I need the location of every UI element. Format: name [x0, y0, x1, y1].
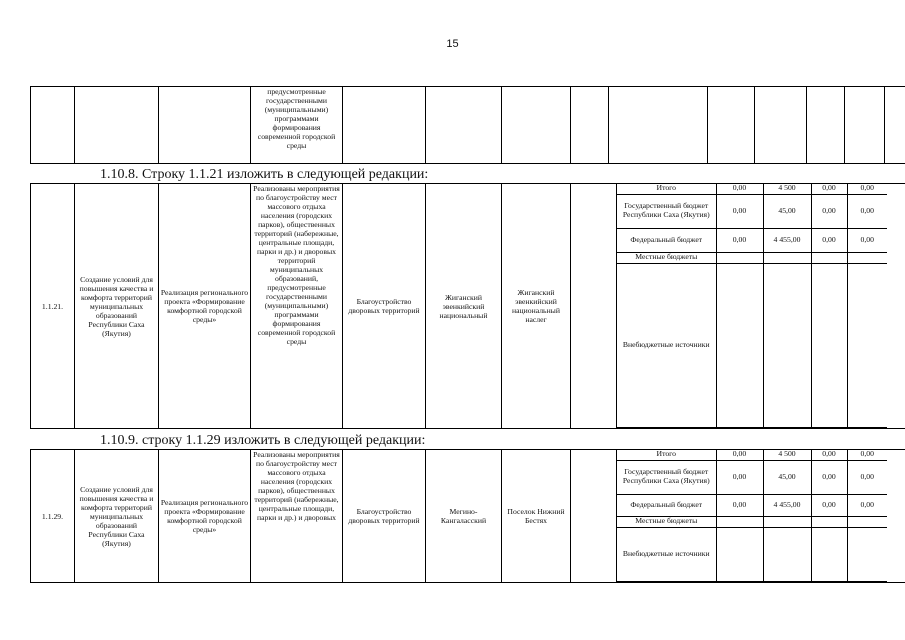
cont-cell — [708, 87, 755, 164]
finance-value: 0,00 — [716, 460, 763, 494]
section-heading: 1.10.8. Строку 1.1.21 изложить в следующей редакции: — [100, 167, 429, 182]
finance-container — [617, 184, 905, 429]
district-cell: Мегино-Кангаласский — [426, 450, 502, 583]
finance-value — [716, 263, 763, 428]
cont-cell — [609, 87, 708, 164]
cont-result-text: предусмотренные государственными (муниципальными) программами формирования современной городской среды — [251, 87, 343, 164]
finance-value: 0,00 — [847, 460, 887, 494]
finance-table — [617, 450, 887, 582]
finance-value — [763, 527, 811, 582]
finance-value: 0,00 — [716, 228, 763, 252]
finance-value: 0,00 — [811, 228, 847, 252]
cont-cell — [807, 87, 845, 164]
finance-value: 0,00 — [847, 184, 887, 194]
finance-value: 4 500 — [763, 184, 811, 194]
project-cell: Реализация регионального проекта «Формирование комфортной городской среды» — [159, 184, 251, 429]
finance-value — [811, 263, 847, 428]
finance-value — [716, 516, 763, 527]
section-heading: 1.10.9. строку 1.1.29 изложить в следующей редакции: — [100, 433, 426, 448]
direction-cell: Благоустройство дворовых территорий — [343, 450, 426, 583]
cont-cell — [502, 87, 571, 164]
result-cell: Реализованы мероприятия по благоустройству мест массового отдыха населения (городских парков), общественных территорий (набережные, центральные площади, парки и др.) и дворовых территорий муниципальных образований, предусмотренные государственными (муниципальными) программами формирования современной городской среды — [251, 184, 343, 429]
finance-container — [617, 450, 905, 583]
row-number: 1.1.29. — [31, 450, 75, 583]
page-number: 15 — [446, 38, 459, 50]
finance-value — [763, 263, 811, 428]
finance-value — [847, 516, 887, 527]
finance-value: 0,00 — [847, 494, 887, 516]
cont-cell — [75, 87, 159, 164]
cont-cell — [571, 87, 609, 164]
district-cell: Жиганский эвенкийский национальный — [426, 184, 502, 429]
finance-value: 45,00 — [763, 460, 811, 494]
cont-cell — [159, 87, 251, 164]
row-1-1-21-table — [0, 183, 905, 429]
finance-value: 0,00 — [811, 450, 847, 460]
locality-cell: Поселок Нижний Бестях — [502, 450, 571, 583]
empty-cell — [571, 450, 617, 583]
finance-source: Внебюджетные источники — [617, 527, 716, 582]
finance-value: 0,00 — [716, 194, 763, 228]
cont-cell — [426, 87, 502, 164]
finance-value: 45,00 — [763, 194, 811, 228]
finance-value: 4 455,00 — [763, 494, 811, 516]
finance-value — [811, 516, 847, 527]
finance-source: Местные бюджеты — [617, 516, 716, 527]
row-number: 1.1.21. — [31, 184, 75, 429]
continuation-table — [0, 86, 905, 164]
finance-value — [763, 252, 811, 263]
cont-cell — [31, 87, 75, 164]
cont-cell — [845, 87, 885, 164]
cont-cell — [885, 87, 905, 164]
finance-value: 0,00 — [716, 450, 763, 460]
finance-value — [763, 516, 811, 527]
finance-table — [617, 184, 887, 428]
result-cell: Реализованы мероприятия по благоустройству мест массового отдыха населения (городских парков), общественных территорий (набережные, центральные площади, парки и др.) и дворовых — [251, 450, 343, 583]
goal-cell: Создание условий для повышения качества и комфорта территорий муниципальных образований Республики Саха (Якутия) — [75, 450, 159, 583]
finance-value — [811, 527, 847, 582]
finance-source: Итого — [617, 184, 716, 194]
finance-source: Федеральный бюджет — [617, 494, 716, 516]
finance-value — [716, 252, 763, 263]
empty-cell — [571, 184, 617, 429]
cont-cell — [755, 87, 807, 164]
finance-value: 0,00 — [811, 184, 847, 194]
finance-value: 0,00 — [847, 450, 887, 460]
finance-value: 0,00 — [811, 194, 847, 228]
finance-value: 0,00 — [847, 194, 887, 228]
finance-value: 0,00 — [811, 460, 847, 494]
finance-value: 0,00 — [716, 184, 763, 194]
finance-source: Государственный бюджет Республики Саха (Якутия) — [617, 194, 716, 228]
finance-value — [847, 263, 887, 428]
finance-value: 4 500 — [763, 450, 811, 460]
finance-source: Итого — [617, 450, 716, 460]
finance-source: Федеральный бюджет — [617, 228, 716, 252]
direction-cell: Благоустройство дворовых территорий — [343, 184, 426, 429]
finance-value: 0,00 — [811, 494, 847, 516]
row-1-1-29-table — [0, 449, 905, 583]
finance-value — [847, 527, 887, 582]
finance-value: 0,00 — [847, 228, 887, 252]
goal-cell: Создание условий для повышения качества и комфорта территорий муниципальных образований Республики Саха (Якутия) — [75, 184, 159, 429]
finance-value — [847, 252, 887, 263]
finance-source: Местные бюджеты — [617, 252, 716, 263]
finance-value — [716, 527, 763, 582]
finance-value: 4 455,00 — [763, 228, 811, 252]
finance-source: Государственный бюджет Республики Саха (Якутия) — [617, 460, 716, 494]
cont-cell — [343, 87, 426, 164]
finance-source: Внебюджетные источники — [617, 263, 716, 428]
finance-value: 0,00 — [716, 494, 763, 516]
locality-cell: Жиганский эвенкийский национальный наслег — [502, 184, 571, 429]
finance-value — [811, 252, 847, 263]
project-cell: Реализация регионального проекта «Формирование комфортной городской среды» — [159, 450, 251, 583]
